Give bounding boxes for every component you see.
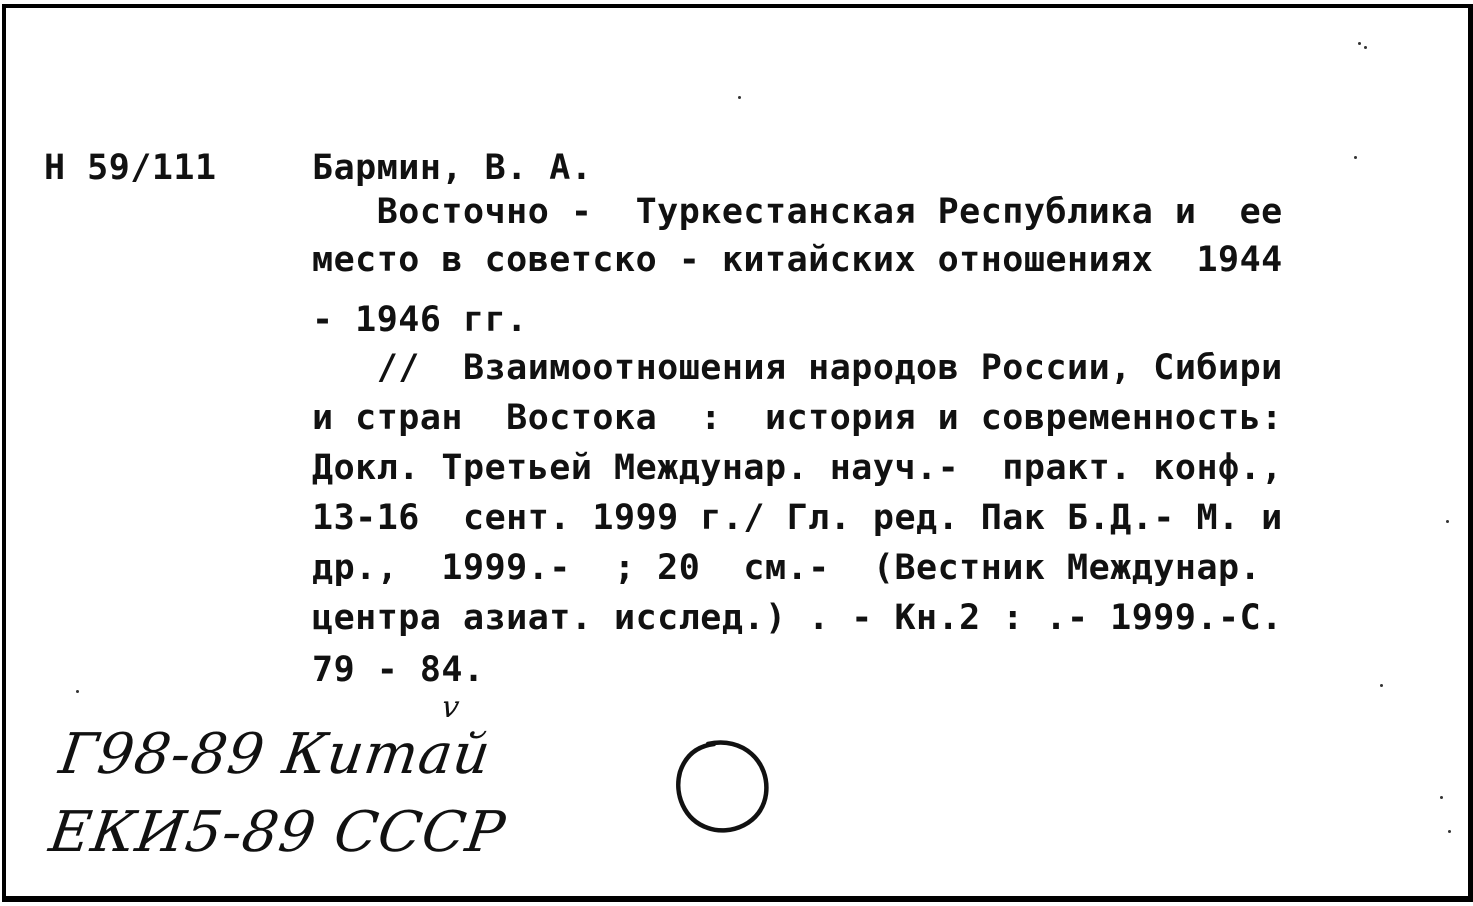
hole-punch-circle	[668, 732, 778, 842]
speck	[1380, 684, 1383, 687]
handwritten-classification-1: Г98-89 Китай	[55, 722, 495, 787]
pages-line: 79 - 84.	[312, 650, 485, 690]
title-line-3: - 1946 гг.	[312, 300, 528, 340]
source-line-4: 13-16 сент. 1999 г./ Гл. ред. Пак Б.Д.- М. и	[312, 498, 1283, 538]
speck	[1354, 156, 1357, 159]
source-line-1: // Взаимоотношения народов России, Сибири	[312, 348, 1283, 388]
speck	[1358, 42, 1361, 45]
speck	[1448, 830, 1451, 833]
speck	[738, 96, 741, 99]
source-line-6: центра азиат. исслед.) . - Кн.2 : .- 1999.-С.	[312, 598, 1283, 638]
handwritten-classification-2: ЕКИ5-89 СССР	[45, 800, 510, 865]
title-line-1: Восточно - Туркестанская Республика и ее	[312, 192, 1283, 232]
shelf-mark: Н 59/111	[44, 148, 217, 188]
title-line-2: место в советско - китайских отношениях 1944	[312, 240, 1283, 280]
speck	[1446, 520, 1449, 523]
author-line: Бармин, В. А.	[312, 148, 593, 188]
speck	[76, 690, 79, 693]
source-line-5: др., 1999.- ; 20 см.- (Вестник Междунар.	[312, 548, 1262, 588]
speck	[1440, 796, 1443, 799]
check-mark: v	[439, 690, 463, 725]
speck	[1364, 46, 1367, 49]
source-line-3: Докл. Третьей Междунар. науч.- практ. конф.,	[312, 448, 1283, 488]
source-line-2: и стран Востока : история и современность:	[312, 398, 1283, 438]
